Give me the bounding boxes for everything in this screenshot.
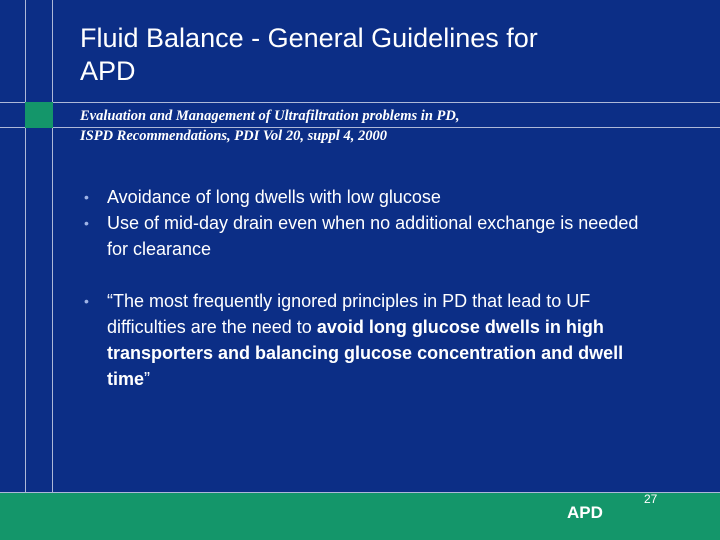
bullet-icon: • bbox=[84, 215, 89, 231]
quote-text-end: ” bbox=[144, 369, 151, 389]
bullet-text: Avoidance of long dwells with low glucose bbox=[107, 187, 441, 207]
bullet-text: Use of mid-day drain even when no additional exchange is needed for clearance bbox=[107, 213, 639, 259]
quote-bullet bbox=[84, 288, 664, 392]
footer-rule bbox=[0, 492, 720, 493]
title-line-2: APD bbox=[80, 56, 136, 86]
page-number: 27 bbox=[644, 492, 658, 506]
subtitle-line-1: Evaluation and Management of Ultrafiltration problems in PD, bbox=[80, 108, 460, 124]
title-line-1: Fluid Balance - General Guidelines for bbox=[80, 23, 538, 53]
bullet-icon: • bbox=[84, 189, 89, 205]
top-rule-1 bbox=[0, 102, 720, 103]
bullet-list bbox=[84, 184, 664, 392]
footer-bar bbox=[0, 492, 720, 540]
bullet-item bbox=[84, 210, 664, 262]
quote-text-emphasis: avoid long glucose dwells in high transporters and balancing glucose concentration and dwell time bbox=[107, 317, 624, 389]
slide-subtitle bbox=[80, 106, 700, 146]
left-rule-1 bbox=[25, 0, 26, 492]
slide-title bbox=[80, 22, 690, 88]
bullet-item bbox=[84, 184, 664, 210]
bullet-spacer bbox=[84, 262, 664, 288]
quote-text-start: “The most frequently ignored principles in PD that lead to UF difficulties are the need to bbox=[107, 291, 591, 337]
accent-square bbox=[25, 102, 53, 128]
subtitle-line-2: ISPD Recommendations, PDI Vol 20, suppl 4, 2000 bbox=[80, 128, 387, 144]
footer-label: APD bbox=[567, 503, 603, 522]
left-rule-2 bbox=[52, 0, 53, 492]
bullet-icon: • bbox=[84, 293, 89, 309]
